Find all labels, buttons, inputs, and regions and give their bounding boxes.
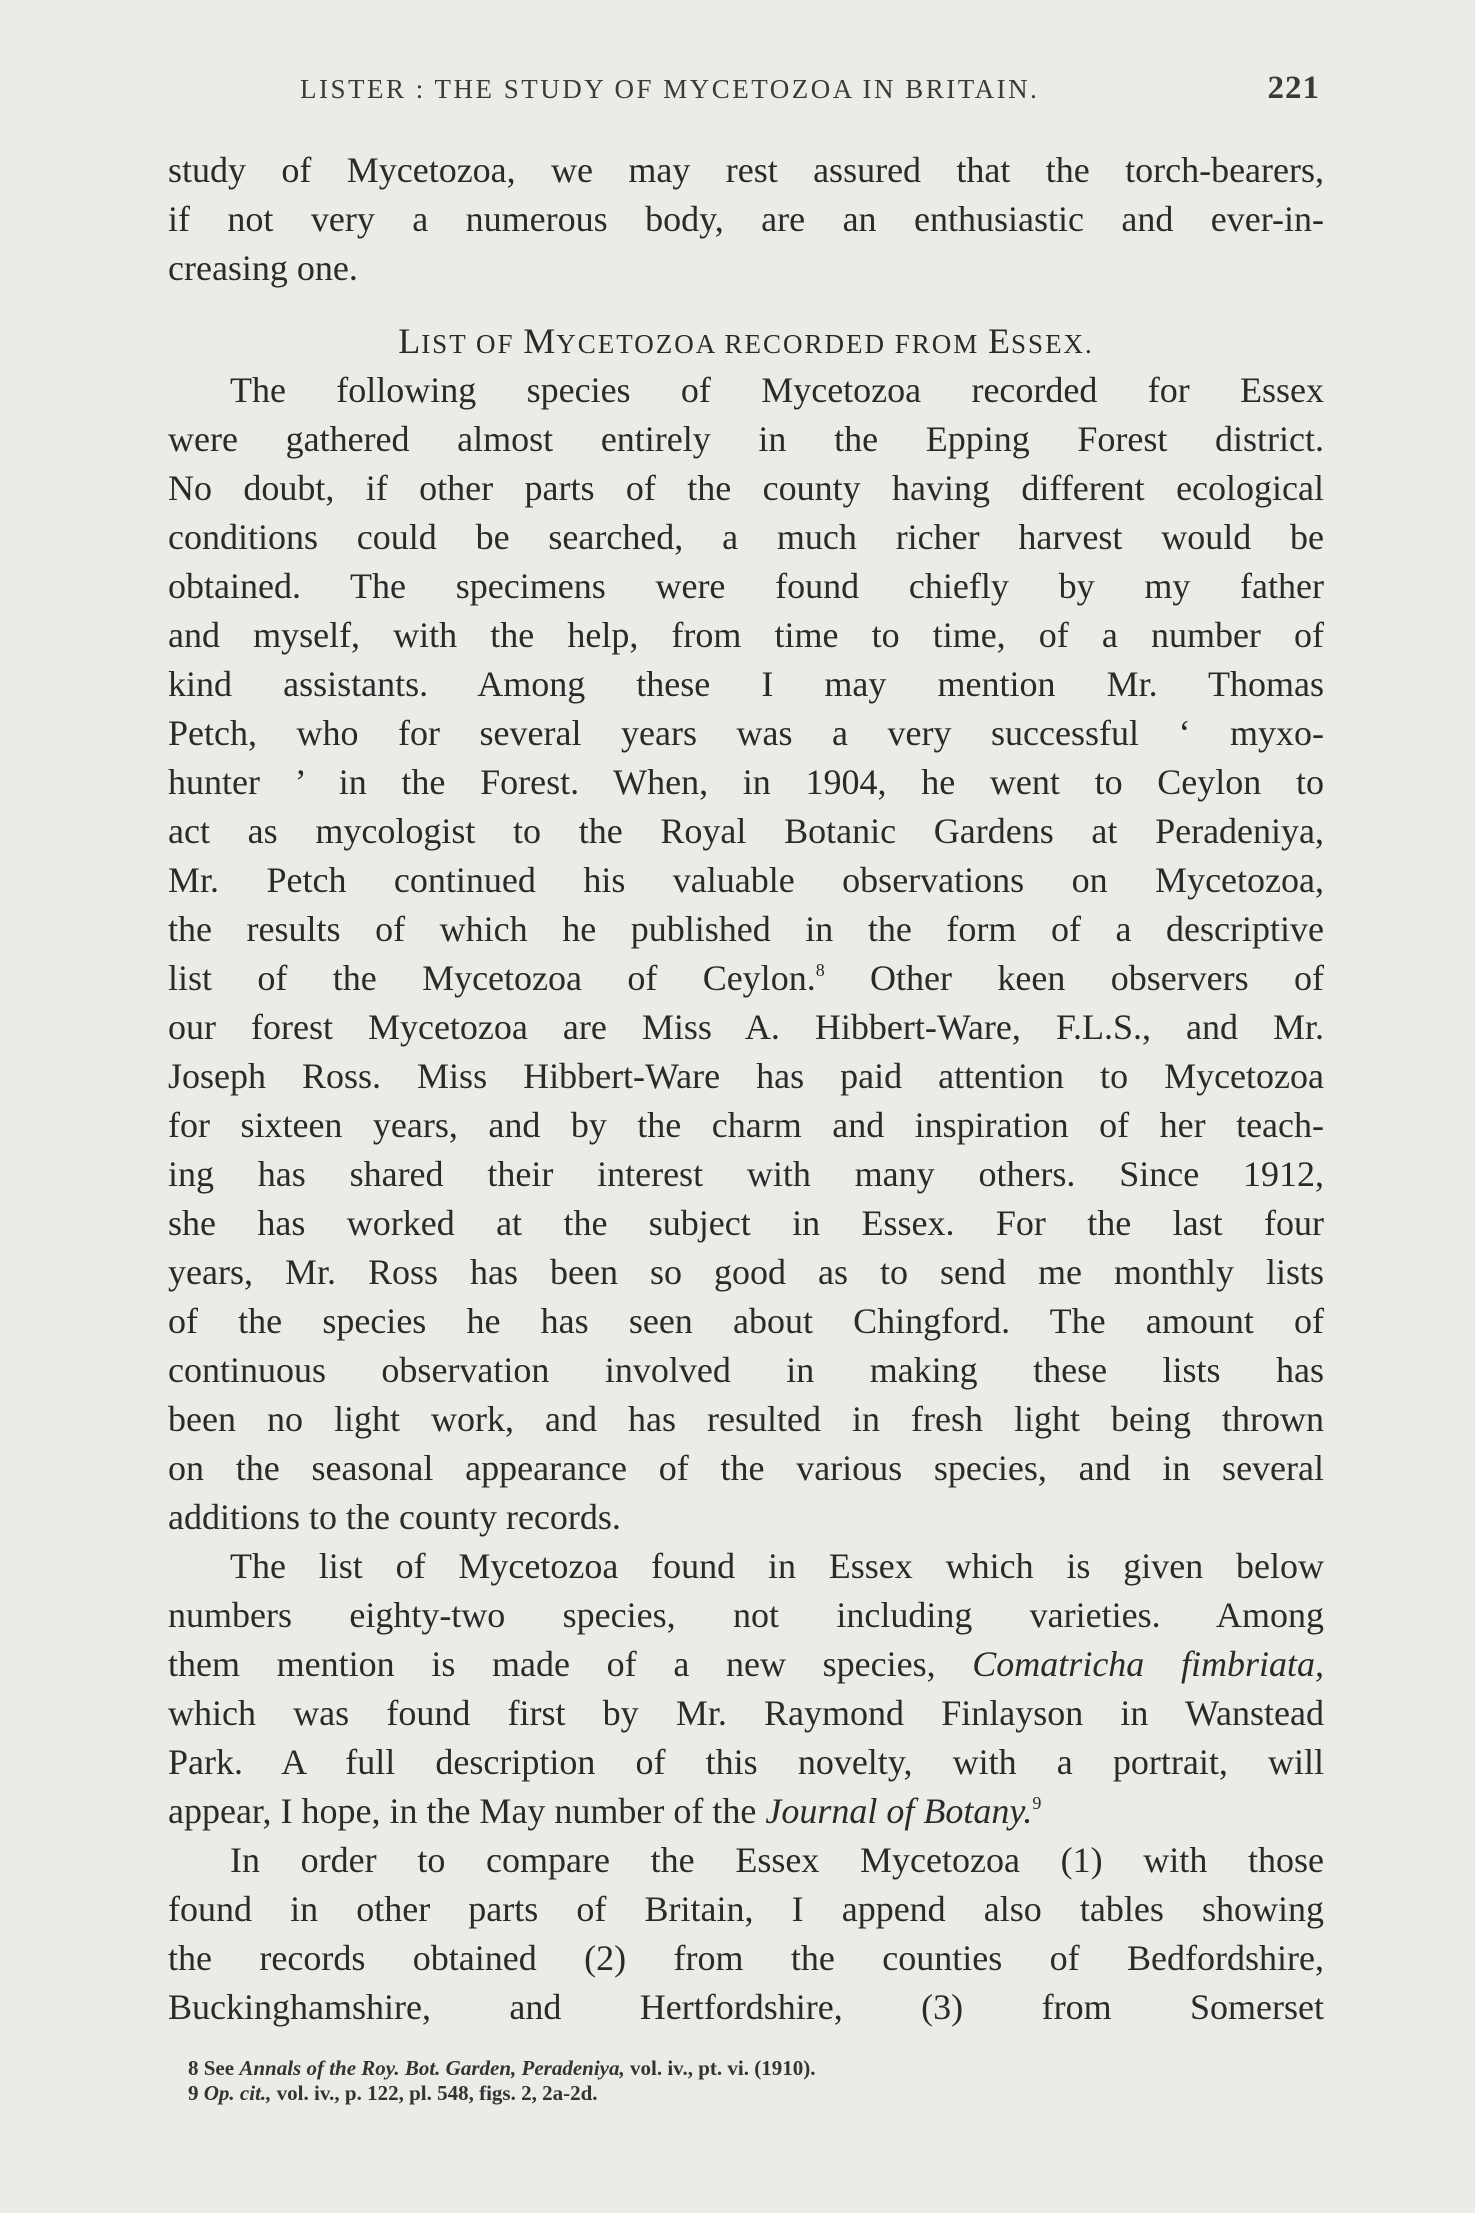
text-line: Buckinghamshire, and Hertfordshire, (3) from Somerset [168,1987,1324,2027]
text-line: study of Mycetozoa, we may rest assured that the torch-bearers, [168,150,1324,190]
paragraph-species-count [168,1542,1324,1836]
footnote-8: 8 See Annals of the Roy. Bot. Garden, Peradeniya, vol. iv., pt. vi. (1910). [188,2056,816,2080]
paragraph-comparison [168,1836,1324,2032]
species-name: Comatricha fimbriata, [972,1644,1324,1684]
footnote-9: 9 Op. cit., vol. iv., p. 122, pl. 548, figs. 2, 2a-2d. [188,2081,598,2105]
text-line: obtained. The specimens were found chiefly by my father [168,566,1324,606]
text-line: on the seasonal appearance of the various species, and in several [168,1448,1324,1488]
text-line: years, Mr. Ross has been so good as to send me monthly lists [168,1252,1324,1292]
footnote-ref[interactable]: 9 [1032,1793,1042,1813]
text-line: continuous observation involved in making these lists has [168,1350,1324,1390]
text-line: if not very a numerous body, are an enthusiastic and ever-in- [168,199,1324,239]
text-line: she has worked at the subject in Essex. For the last four [168,1203,1324,1243]
heading-cap: E [988,321,1012,361]
text-line: ing has shared their interest with many others. Since 1912, [168,1154,1324,1194]
text-line: The list of Mycetozoa found in Essex which is given below [230,1546,1324,1586]
text-line: were gathered almost entirely in the Epping Forest district. [168,419,1324,459]
text-line: numbers eighty-two species, not including varieties. Among [168,1595,1324,1635]
heading-smallcaps: YCETOZOA RECORDED FROM [556,329,989,359]
text-line: and myself, with the help, from time to time, of a number of [168,615,1324,655]
text-line: Joseph Ross. Miss Hibbert-Ware has paid attention to Mycetozoa [168,1056,1324,1096]
text-line: list of the Mycetozoa of Ceylon.$^8$ Other keen observers of [168,958,1324,998]
text-line: Mr. Petch continued his valuable observations on Mycetozoa, [168,860,1324,900]
text-line: appear, I hope, in the May number of the Journal of Botany.$^9$ [168,1791,1042,1831]
footnotes [188,2056,1188,2106]
text-line: Petch, who for several years was a very successful ‘ myxo- [168,713,1324,753]
text-line: kind assistants. Among these I may mention Mr. Thomas [168,664,1324,704]
text-line: been no light work, and has resulted in fresh light being thrown [168,1399,1324,1439]
text-line: found in other parts of Britain, I append also tables showing [168,1889,1324,1929]
footnote-ref[interactable]: 8 [815,960,825,980]
text-line: the records obtained (2) from the counties of Bedfordshire, [168,1938,1324,1978]
heading-smallcaps: IST OF [421,329,524,359]
heading-cap: L [398,321,422,361]
heading-cap: M [523,321,557,361]
text-line: In order to compare the Essex Mycetozoa (1) with those [230,1840,1324,1880]
intro-paragraph [168,146,1324,293]
text-line: creasing one. [168,248,358,288]
text-line: which was found first by Mr. Raymond Finlayson in Wanstead [168,1693,1324,1733]
text-line: act as mycologist to the Royal Botanic Gardens at Peradeniya, [168,811,1324,851]
text-line: additions to the county records. [168,1497,621,1537]
text-line: The following species of Mycetozoa recorded for Essex [230,370,1324,410]
text-line: them mention is made of a new species, Comatricha fimbriata, [168,1644,1324,1684]
text-line: hunter ’ in the Forest. When, in 1904, he went to Ceylon to [168,762,1324,802]
running-title: LISTER : THE STUDY OF MYCETOZOA IN BRITAIN. [300,74,1040,104]
page-number: 221 [1267,70,1320,106]
text-line: for sixteen years, and by the charm and inspiration of her teach- [168,1105,1324,1145]
text-line: No doubt, if other parts of the county having different ecological [168,468,1324,508]
heading-smallcaps: SSEX. [1011,329,1094,359]
journal-title: Journal of Botany. [765,1791,1033,1831]
section-heading [168,317,1324,366]
text-line: the results of which he published in the form of a descriptive [168,909,1324,949]
text-line: conditions could be searched, a much richer harvest would be [168,517,1324,557]
text-line: of the species he has seen about Chingford. The amount of [168,1301,1324,1341]
text-line: our forest Mycetozoa are Miss A. Hibbert-Ware, F.L.S., and Mr. [168,1007,1324,1047]
page-body [168,146,1324,2032]
running-head [300,70,1320,118]
text-line: Park. A full description of this novelty, with a portrait, will [168,1742,1324,1782]
paragraph-essex-list [168,366,1324,1542]
